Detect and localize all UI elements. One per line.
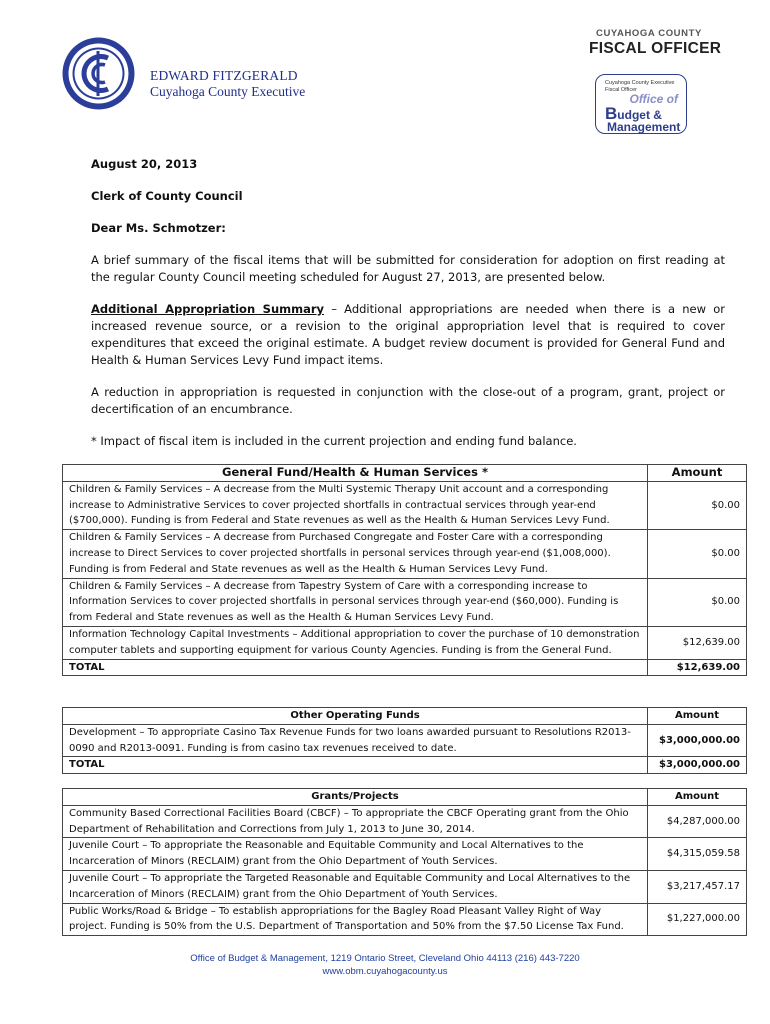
table-row — [63, 481, 747, 529]
letter-date: August 20, 2013 — [91, 157, 198, 171]
obm-management: Management — [607, 120, 681, 134]
reduction-paragraph: A reduction in appropriation is requested in conjunction with the close-out of a program, grant, project or decertification of an encumbrance. — [91, 385, 725, 416]
row-description: Juvenile Court – To appropriate the Targeted Reasonable and Equitable Community and Local Alternatives to the Incarceration of Minors (RECLAIM) grant from the Ohio Department of Youth Services. — [63, 870, 648, 903]
executive-title: Cuyahoga County Executive — [150, 84, 306, 99]
row-amount: $0.00 — [648, 530, 747, 578]
other-funds-table — [62, 707, 747, 774]
general-fund-header: General Fund/Health & Human Services * — [63, 465, 648, 482]
grants-amount-header: Amount — [648, 789, 747, 806]
row-description: Community Based Correctional Facilities Board (CBCF) – To appropriate the CBCF Operating grant from the Ohio Department of Rehabilitation and Corrections from July 1, 2013 to June 30, 2014. — [63, 805, 648, 838]
obm-budget-initial: B — [605, 104, 618, 123]
general-fund-table — [62, 464, 747, 676]
row-description: Children & Family Services – A decrease from the Multi Systemic Therapy Unit account and a corresponding increase to Administrative Services to cover projected shortfalls in contractual services through year-end ($700,000). Funding is from Federal and State revenues as well as the Health & Human Services Levy Fund. — [63, 481, 648, 529]
table-row — [63, 530, 747, 578]
summary-heading: Additional Appropriation Summary — [91, 302, 325, 316]
obm-budget-rest: udget & — [617, 108, 662, 122]
letter-intro: A brief summary of the fiscal items that will be submitted for consideration for adoption on first reading at the regular County Council meeting scheduled for August 27, 2013, are presented below. — [91, 253, 725, 284]
summary-body: – Additional appropriations are needed when there is a new or increased revenue source, or a revision to the original appropriation level that is required to cover expenditures that exceed the original estimate. A budget review document is provided for General Fund and Health & Human Services Levy Fund impact items. — [91, 302, 725, 367]
other-funds-header: Other Operating Funds — [63, 708, 648, 725]
letter-recipient: Clerk of County Council — [91, 189, 243, 203]
total-label: TOTAL — [63, 757, 648, 774]
row-description: Public Works/Road & Bridge – To establish appropriations for the Bagley Road Pleasant Valley Right of Way project. Funding is 50% from the U.S. Department of Transportation and 50% from the $7.50 License Tax Fund. — [63, 903, 648, 936]
obm-logo — [595, 74, 687, 134]
executive-name: EDWARD FITZGERALD — [150, 68, 298, 83]
obm-line1: Cuyahoga County Executive — [605, 80, 675, 86]
grants-header: Grants/Projects — [63, 789, 648, 806]
row-amount: $0.00 — [648, 578, 747, 626]
fiscal-officer-county: CUYAHOGA COUNTY — [596, 28, 702, 39]
footer-website-link[interactable]: www.obm.cuyahogacounty.us — [322, 966, 448, 977]
impact-note: * Impact of fiscal item is included in the current projection and ending fund balance. — [91, 434, 577, 448]
total-amount: $12,639.00 — [648, 659, 747, 676]
row-amount: $4,315,059.58 — [648, 838, 747, 871]
row-description: Juvenile Court – To appropriate the Reasonable and Equitable Community and Local Alternatives to the Incarceration of Minors (RECLAIM) grant from the Ohio Department of Youth Services. — [63, 838, 648, 871]
row-amount: $1,227,000.00 — [648, 903, 747, 936]
row-amount: $3,000,000.00 — [648, 724, 747, 757]
row-amount: $4,287,000.00 — [648, 805, 747, 838]
table-row — [63, 626, 747, 659]
letter-salutation: Dear Ms. Schmotzer: — [91, 221, 226, 235]
table-row — [63, 870, 747, 903]
county-seal-logo — [61, 36, 136, 111]
table-row — [63, 805, 747, 838]
table-row — [63, 838, 747, 871]
row-amount: $12,639.00 — [648, 626, 747, 659]
summary-paragraph — [91, 301, 725, 369]
obm-line2: Fiscal Officer — [605, 87, 637, 93]
row-amount: $3,217,457.17 — [648, 870, 747, 903]
general-fund-amount-header: Amount — [648, 465, 747, 482]
total-amount: $3,000,000.00 — [648, 757, 747, 774]
obm-office: Office of — [629, 92, 678, 106]
total-row — [63, 757, 747, 774]
grants-table — [62, 788, 747, 936]
row-description: Information Technology Capital Investments – Additional appropriation to cover the purchase of 10 demonstration computer tablets and supporting equipment for various County Agencies. Funding is from the General Fund. — [63, 626, 648, 659]
fiscal-officer-title: FISCAL OFFICER — [589, 40, 722, 57]
row-description: Development – To appropriate Casino Tax Revenue Funds for two loans awarded pursuant to Resolutions R2013-0090 and R2013-0091. Funding is from casino tax revenues received to date. — [63, 724, 648, 757]
table-row — [63, 578, 747, 626]
footer-address: Office of Budget & Management, 1219 Ontario Street, Cleveland Ohio 44113 (216) 443-7220 — [190, 953, 580, 964]
row-amount: $0.00 — [648, 481, 747, 529]
total-row — [63, 659, 747, 676]
row-description: Children & Family Services – A decrease from Purchased Congregate and Foster Care with a corresponding increase to Direct Services to cover projected shortfalls in personal services through year-end ($1,008,000). Funding is from Federal and State revenues as well as the Health & Human Services Levy Fund. — [63, 530, 648, 578]
table-row — [63, 724, 747, 757]
row-description: Children & Family Services – A decrease from Tapestry System of Care with a corresponding increase to Information Services to cover projected shortfalls in personal services through year-end ($60,000). Funding is from Federal and State revenues as well as the Health & Human Services Levy Fund. — [63, 578, 648, 626]
table-row — [63, 903, 747, 936]
total-label: TOTAL — [63, 659, 648, 676]
other-funds-amount-header: Amount — [648, 708, 747, 725]
